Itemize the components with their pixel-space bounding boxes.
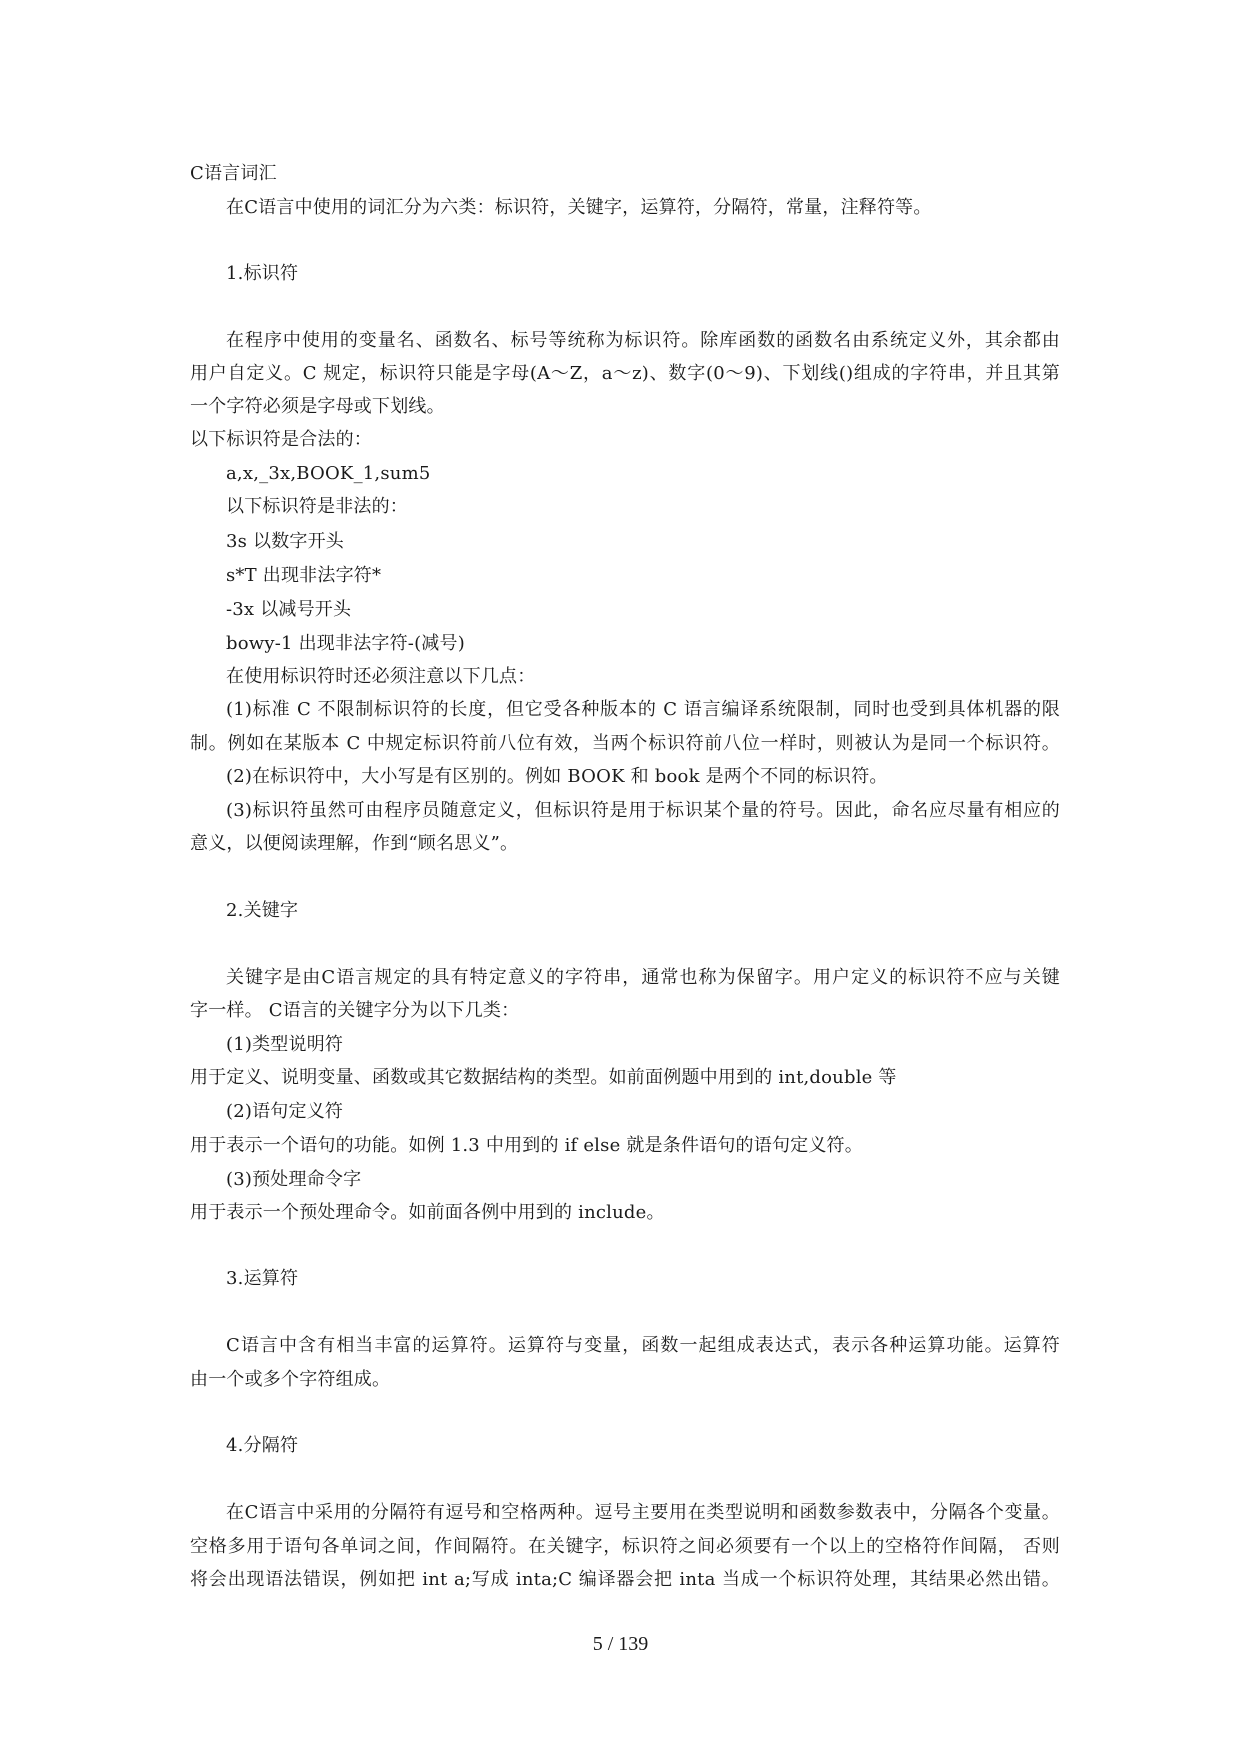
paragraph-line: 关键字是由C语言规定的具有特定意义的字符串，通常也称为保留字。用户定义的标识符不应与关键 — [226, 967, 1060, 988]
page-number: 5 / 139 — [592, 1633, 649, 1655]
keyword-category-title: (2)语句定义符 — [226, 1101, 344, 1122]
section-heading-identifiers: 1.标识符 — [226, 263, 299, 284]
paragraph-line: 由一个或多个字符组成。 — [190, 1369, 391, 1390]
paragraph-line: C语言中含有相当丰富的运算符。运算符与变量，函数一起组成表达式，表示各种运算功能。运算符 — [226, 1335, 1060, 1356]
section-heading-keywords: 2.关键字 — [226, 900, 299, 921]
section-heading-separators: 4.分隔符 — [226, 1435, 299, 1456]
note-line: (1)标准 C 不限制标识符的长度，但它受各种版本的 C 语言编译系统限制，同时也受到具体机器的限 — [226, 699, 1060, 720]
keyword-category-title: (1)类型说明符 — [226, 1034, 344, 1055]
illegal-example: s*T 出现非法字符* — [226, 565, 382, 586]
paragraph-line: 将会出现语法错误，例如把 int a;写成 inta;C 编译器会把 inta 当成一个标识符处理，其结果必然出错。 — [190, 1569, 1060, 1590]
notes-intro: 在使用标识符时还必须注意以下几点： — [226, 666, 536, 687]
keyword-category-desc: 用于表示一个语句的功能。如例 1.3 中用到的 if else 就是条件语句的语句定义符。 — [190, 1135, 863, 1156]
intro-paragraph: 在C语言中使用的词汇分为六类：标识符，关键字，运算符，分隔符，常量，注释符等。 — [226, 197, 932, 218]
legal-intro: 以下标识符是合法的： — [190, 429, 372, 450]
keyword-category-desc: 用于定义、说明变量、函数或其它数据结构的类型。如前面例题中用到的 int,double 等 — [190, 1067, 897, 1088]
legal-identifier-list: a,x,_3x,BOOK_1,sum5 — [226, 463, 431, 484]
note-line: 意义，以便阅读理解，作到“顾名思义”。 — [190, 833, 519, 854]
paragraph-line: 在C语言中采用的分隔符有逗号和空格两种。逗号主要用在类型说明和函数参数表中，分隔各个变量。 — [226, 1502, 1060, 1523]
illegal-example: 3s 以数字开头 — [226, 531, 345, 552]
section-heading-operators: 3.运算符 — [226, 1268, 299, 1289]
document-title: C语言词汇 — [190, 163, 277, 184]
note-line: (2)在标识符中，大小写是有区别的。例如 BOOK 和 book 是两个不同的标识符。 — [226, 766, 888, 787]
paragraph-line: 用户自定义。C 规定，标识符只能是字母(A～Z，a～z)、数字(0～9)、下划线()组成的字符串，并且其第 — [190, 363, 1060, 384]
illegal-intro: 以下标识符是非法的： — [226, 496, 408, 517]
paragraph-line: 在程序中使用的变量名、函数名、标号等统称为标识符。除库函数的函数名由系统定义外，其余都由 — [226, 330, 1060, 351]
paragraph-line: 字一样。 C语言的关键字分为以下几类： — [190, 1000, 520, 1021]
illegal-example: -3x 以减号开头 — [226, 599, 352, 620]
paragraph-line: 一个字符必须是字母或下划线。 — [190, 396, 445, 417]
paragraph-line: 空格多用于语句各单词之间，作间隔符。在关键字，标识符之间必须要有一个以上的空格符作间隔， 否则 — [190, 1536, 1060, 1557]
note-line: 制。例如在某版本 C 中规定标识符前八位有效，当两个标识符前八位一样时，则被认为是同一个标识符。 — [190, 733, 1060, 754]
note-line: (3)标识符虽然可由程序员随意定义，但标识符是用于标识某个量的符号。因此，命名应尽量有相应的 — [226, 800, 1060, 821]
keyword-category-title: (3)预处理命令字 — [226, 1169, 362, 1190]
keyword-category-desc: 用于表示一个预处理命令。如前面各例中用到的 include。 — [190, 1202, 665, 1223]
illegal-example: bowy-1 出现非法字符-(减号) — [226, 633, 465, 654]
